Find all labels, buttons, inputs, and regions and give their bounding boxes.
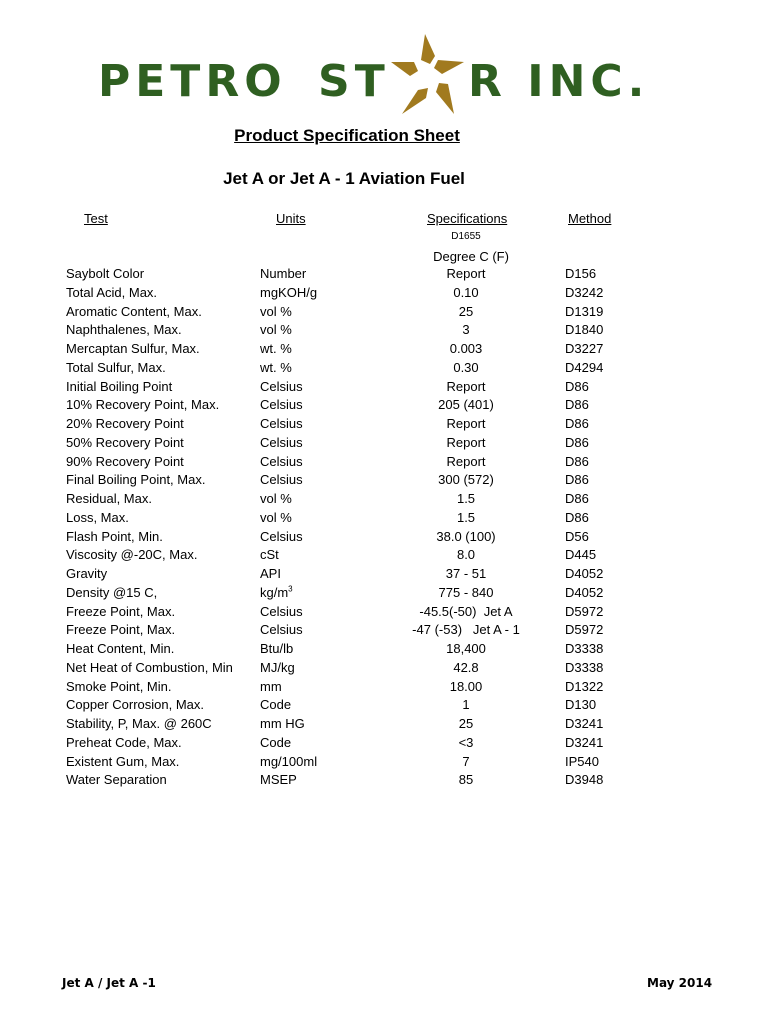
- table-row: [0, 659, 768, 678]
- test-units: [260, 603, 303, 622]
- logo-text-st: ST: [318, 56, 390, 107]
- units-text: MSEP: [260, 772, 297, 788]
- spec-value-text: 7: [462, 753, 470, 769]
- test-name: Viscosity @-20C, Max.: [66, 547, 198, 563]
- table-row: [0, 603, 768, 622]
- spec-value-text: 0.003: [449, 341, 483, 356]
- test-method: D86: [565, 416, 589, 431]
- test-method: D130: [565, 697, 597, 713]
- spec-value-text: Report: [446, 434, 486, 450]
- table-row: [0, 378, 768, 397]
- test-name: Initial Boiling Point: [66, 378, 173, 394]
- test-name: 20% Recovery Point: [66, 416, 184, 431]
- spec-value-text: 1.5: [456, 509, 476, 525]
- table-row: [0, 696, 768, 715]
- test-method: D86: [565, 397, 589, 413]
- test-units: [260, 359, 292, 378]
- spec-value-text: <3: [458, 734, 474, 750]
- table-row: [0, 434, 768, 453]
- spec-value-text: Report: [446, 378, 486, 394]
- test-units: [260, 715, 305, 734]
- test-units: [260, 303, 292, 322]
- spec-value-text: 25: [458, 303, 474, 319]
- test-method: D3948: [565, 772, 604, 788]
- units-text: wt. %: [260, 341, 292, 356]
- spec-value-text: 300 (572): [438, 472, 494, 488]
- spec-value-text: Report: [446, 453, 486, 469]
- table-row: [0, 471, 768, 490]
- test-name: Aromatic Content, Max.: [66, 303, 202, 319]
- test-units: [260, 584, 293, 603]
- column-header-method: Method: [568, 211, 612, 226]
- test-name: Net Heat of Combustion, Min: [66, 659, 233, 675]
- units-text: Number: [260, 266, 307, 281]
- test-method: D1319: [565, 303, 604, 319]
- test-units: [260, 321, 292, 340]
- test-method: D56: [565, 528, 589, 544]
- spec-value-text: 25: [458, 716, 474, 731]
- units-text: cSt: [260, 547, 279, 563]
- units-text: Celsius: [260, 416, 303, 431]
- test-name: Smoke Point, Min.: [66, 678, 172, 694]
- units-text: Celsius: [260, 434, 303, 450]
- test-name: 50% Recovery Point: [66, 434, 184, 450]
- test-method: D86: [565, 472, 589, 488]
- table-row: [0, 396, 768, 415]
- test-name: Mercaptan Sulfur, Max.: [66, 341, 200, 356]
- spec-value-text: -45.5(-50) Jet A: [419, 603, 513, 619]
- spec-value-text: Report: [446, 266, 486, 281]
- test-units: [260, 565, 281, 584]
- units-text: Code: [260, 734, 292, 750]
- table-row: [0, 546, 768, 565]
- table-row: [0, 584, 768, 603]
- test-name: 10% Recovery Point, Max.: [66, 397, 220, 413]
- spec-value-text: 1.5: [456, 491, 476, 506]
- test-name: Existent Gum, Max.: [66, 753, 180, 769]
- test-units: [260, 621, 303, 640]
- table-row: [0, 415, 768, 434]
- spec-table: [0, 265, 768, 790]
- table-row: [0, 640, 768, 659]
- units-text: mg/100ml: [260, 753, 318, 769]
- table-row: [0, 621, 768, 640]
- units-text: Celsius: [260, 453, 303, 469]
- logo-text-r-inc: R INC.: [468, 56, 650, 107]
- test-method: D3241: [565, 734, 604, 750]
- test-units: [260, 284, 317, 303]
- spec-value-text: 205 (401): [438, 397, 494, 413]
- spec-value-text: 0.30: [453, 359, 479, 375]
- units-text: Code: [260, 697, 292, 713]
- units-text: wt. %: [260, 359, 292, 375]
- test-method: IP540: [565, 753, 599, 769]
- test-method: D86: [565, 509, 589, 525]
- spec-value-text: 38.0 (100): [436, 528, 496, 544]
- units-text: vol %: [260, 509, 292, 525]
- table-row: [0, 734, 768, 753]
- test-units: [260, 453, 303, 472]
- table-row: [0, 359, 768, 378]
- company-logo: [98, 28, 678, 124]
- test-name: Freeze Point, Max.: [66, 603, 176, 619]
- test-method: D86: [565, 378, 589, 394]
- test-name: Flash Point, Min.: [66, 528, 163, 544]
- test-method: D156: [565, 266, 597, 281]
- test-name: Stability, P, Max. @ 260C: [66, 716, 212, 731]
- test-units: [260, 471, 303, 490]
- test-name: Total Acid, Max.: [66, 284, 158, 300]
- test-name: 90% Recovery Point: [66, 453, 184, 469]
- spec-value-text: 37 - 51: [445, 566, 487, 581]
- test-units: [260, 378, 303, 397]
- units-text: kg/m: [260, 584, 289, 600]
- table-row: [0, 340, 768, 359]
- test-method: D4052: [565, 566, 604, 581]
- test-units: [260, 734, 291, 753]
- table-row: [0, 490, 768, 509]
- test-method: D86: [565, 491, 589, 506]
- test-method: D5972: [565, 622, 604, 638]
- star-icon: [388, 32, 468, 118]
- units-text: Celsius: [260, 397, 303, 413]
- units-text: mm HG: [260, 716, 305, 731]
- test-units: [260, 490, 292, 509]
- test-units: [260, 771, 297, 790]
- test-method: D5972: [565, 603, 604, 619]
- test-method: D1322: [565, 678, 604, 694]
- spec-value-text: 18.00: [449, 678, 483, 694]
- test-units: [260, 528, 303, 547]
- test-units: [260, 434, 303, 453]
- spec-value-text: 85: [458, 772, 474, 788]
- test-method: D3338: [565, 641, 604, 656]
- column-header-units: Units: [276, 211, 306, 226]
- test-units: [260, 640, 293, 659]
- units-text: MJ/kg: [260, 659, 295, 675]
- units-text: vol %: [260, 303, 292, 319]
- spec-value-text: 3: [462, 322, 470, 338]
- test-name: Water Separation: [66, 772, 167, 788]
- column-header-specifications: Specifications: [427, 211, 508, 226]
- units-text: mgKOH/g: [260, 284, 318, 300]
- test-method: D86: [565, 434, 589, 450]
- table-row: [0, 528, 768, 547]
- test-name: Naphthalenes, Max.: [66, 322, 182, 338]
- test-method: D3227: [565, 341, 604, 356]
- test-method: D4052: [565, 584, 604, 600]
- test-units: [260, 265, 306, 284]
- table-row: [0, 753, 768, 772]
- test-name: Saybolt Color: [66, 266, 145, 281]
- test-name: Density @15 C,: [66, 584, 158, 600]
- test-units: [260, 753, 317, 772]
- table-row: [0, 265, 768, 284]
- logo-text-petro: PETRO: [98, 56, 287, 107]
- units-text: vol %: [260, 491, 292, 506]
- units-text: Celsius: [260, 378, 303, 394]
- test-name: Heat Content, Min.: [66, 641, 175, 656]
- test-method: D4294: [565, 359, 604, 375]
- test-name: Final Boiling Point, Max.: [66, 472, 206, 488]
- units-text: API: [260, 566, 281, 581]
- test-name: Preheat Code, Max.: [66, 734, 182, 750]
- test-units: [260, 415, 303, 434]
- test-name: Gravity: [66, 566, 108, 581]
- spec-value-text: -47 (-53) Jet A - 1: [412, 622, 520, 638]
- units-text: Btu/lb: [260, 641, 294, 656]
- footer-date: May 2014: [647, 976, 713, 990]
- units-text: Celsius: [260, 603, 303, 619]
- spec-value-text: Report: [446, 416, 486, 431]
- test-method: D1840: [565, 322, 604, 338]
- spec-value-text: 18,400: [446, 641, 486, 656]
- spec-value-text: 42.8: [453, 659, 479, 675]
- units-superscript: 3: [288, 584, 293, 594]
- spec-value-text: 8.0: [456, 547, 476, 563]
- units-text: mm: [260, 678, 282, 694]
- test-method: D3241: [565, 716, 604, 731]
- test-units: [260, 509, 292, 528]
- page-title: Product Specification Sheet: [234, 126, 460, 145]
- units-text: Celsius: [260, 622, 303, 638]
- test-units: [260, 678, 282, 697]
- table-row: [0, 509, 768, 528]
- table-row: [0, 453, 768, 472]
- spec-value-text: 0.10: [453, 284, 479, 300]
- test-units: [260, 340, 292, 359]
- test-name: Residual, Max.: [66, 491, 152, 506]
- table-row: [0, 321, 768, 340]
- footer-product: Jet A / Jet A -1: [62, 976, 156, 990]
- units-text: Celsius: [260, 472, 303, 488]
- test-units: [260, 696, 291, 715]
- test-units: [260, 396, 303, 415]
- test-method: D86: [565, 453, 589, 469]
- test-name: Copper Corrosion, Max.: [66, 697, 204, 713]
- units-text: Celsius: [260, 528, 303, 544]
- column-header-test: Test: [84, 211, 108, 226]
- spec-value-text: 1: [462, 697, 470, 713]
- test-name: Loss, Max.: [66, 509, 129, 525]
- test-name: Total Sulfur, Max.: [66, 359, 166, 375]
- test-method: D445: [565, 547, 597, 563]
- spec-value-text: 775 - 840: [438, 584, 494, 600]
- table-row: [0, 715, 768, 734]
- table-row: [0, 303, 768, 322]
- units-text: vol %: [260, 322, 292, 338]
- product-subtitle: Jet A or Jet A - 1 Aviation Fuel: [223, 169, 465, 188]
- table-row: [0, 771, 768, 790]
- table-row: [0, 565, 768, 584]
- table-row: [0, 678, 768, 697]
- test-name: Freeze Point, Max.: [66, 622, 176, 638]
- test-units: [260, 659, 295, 678]
- test-method: D3242: [565, 284, 604, 300]
- test-units: [260, 546, 279, 565]
- test-method: D3338: [565, 659, 604, 675]
- table-row: [0, 284, 768, 303]
